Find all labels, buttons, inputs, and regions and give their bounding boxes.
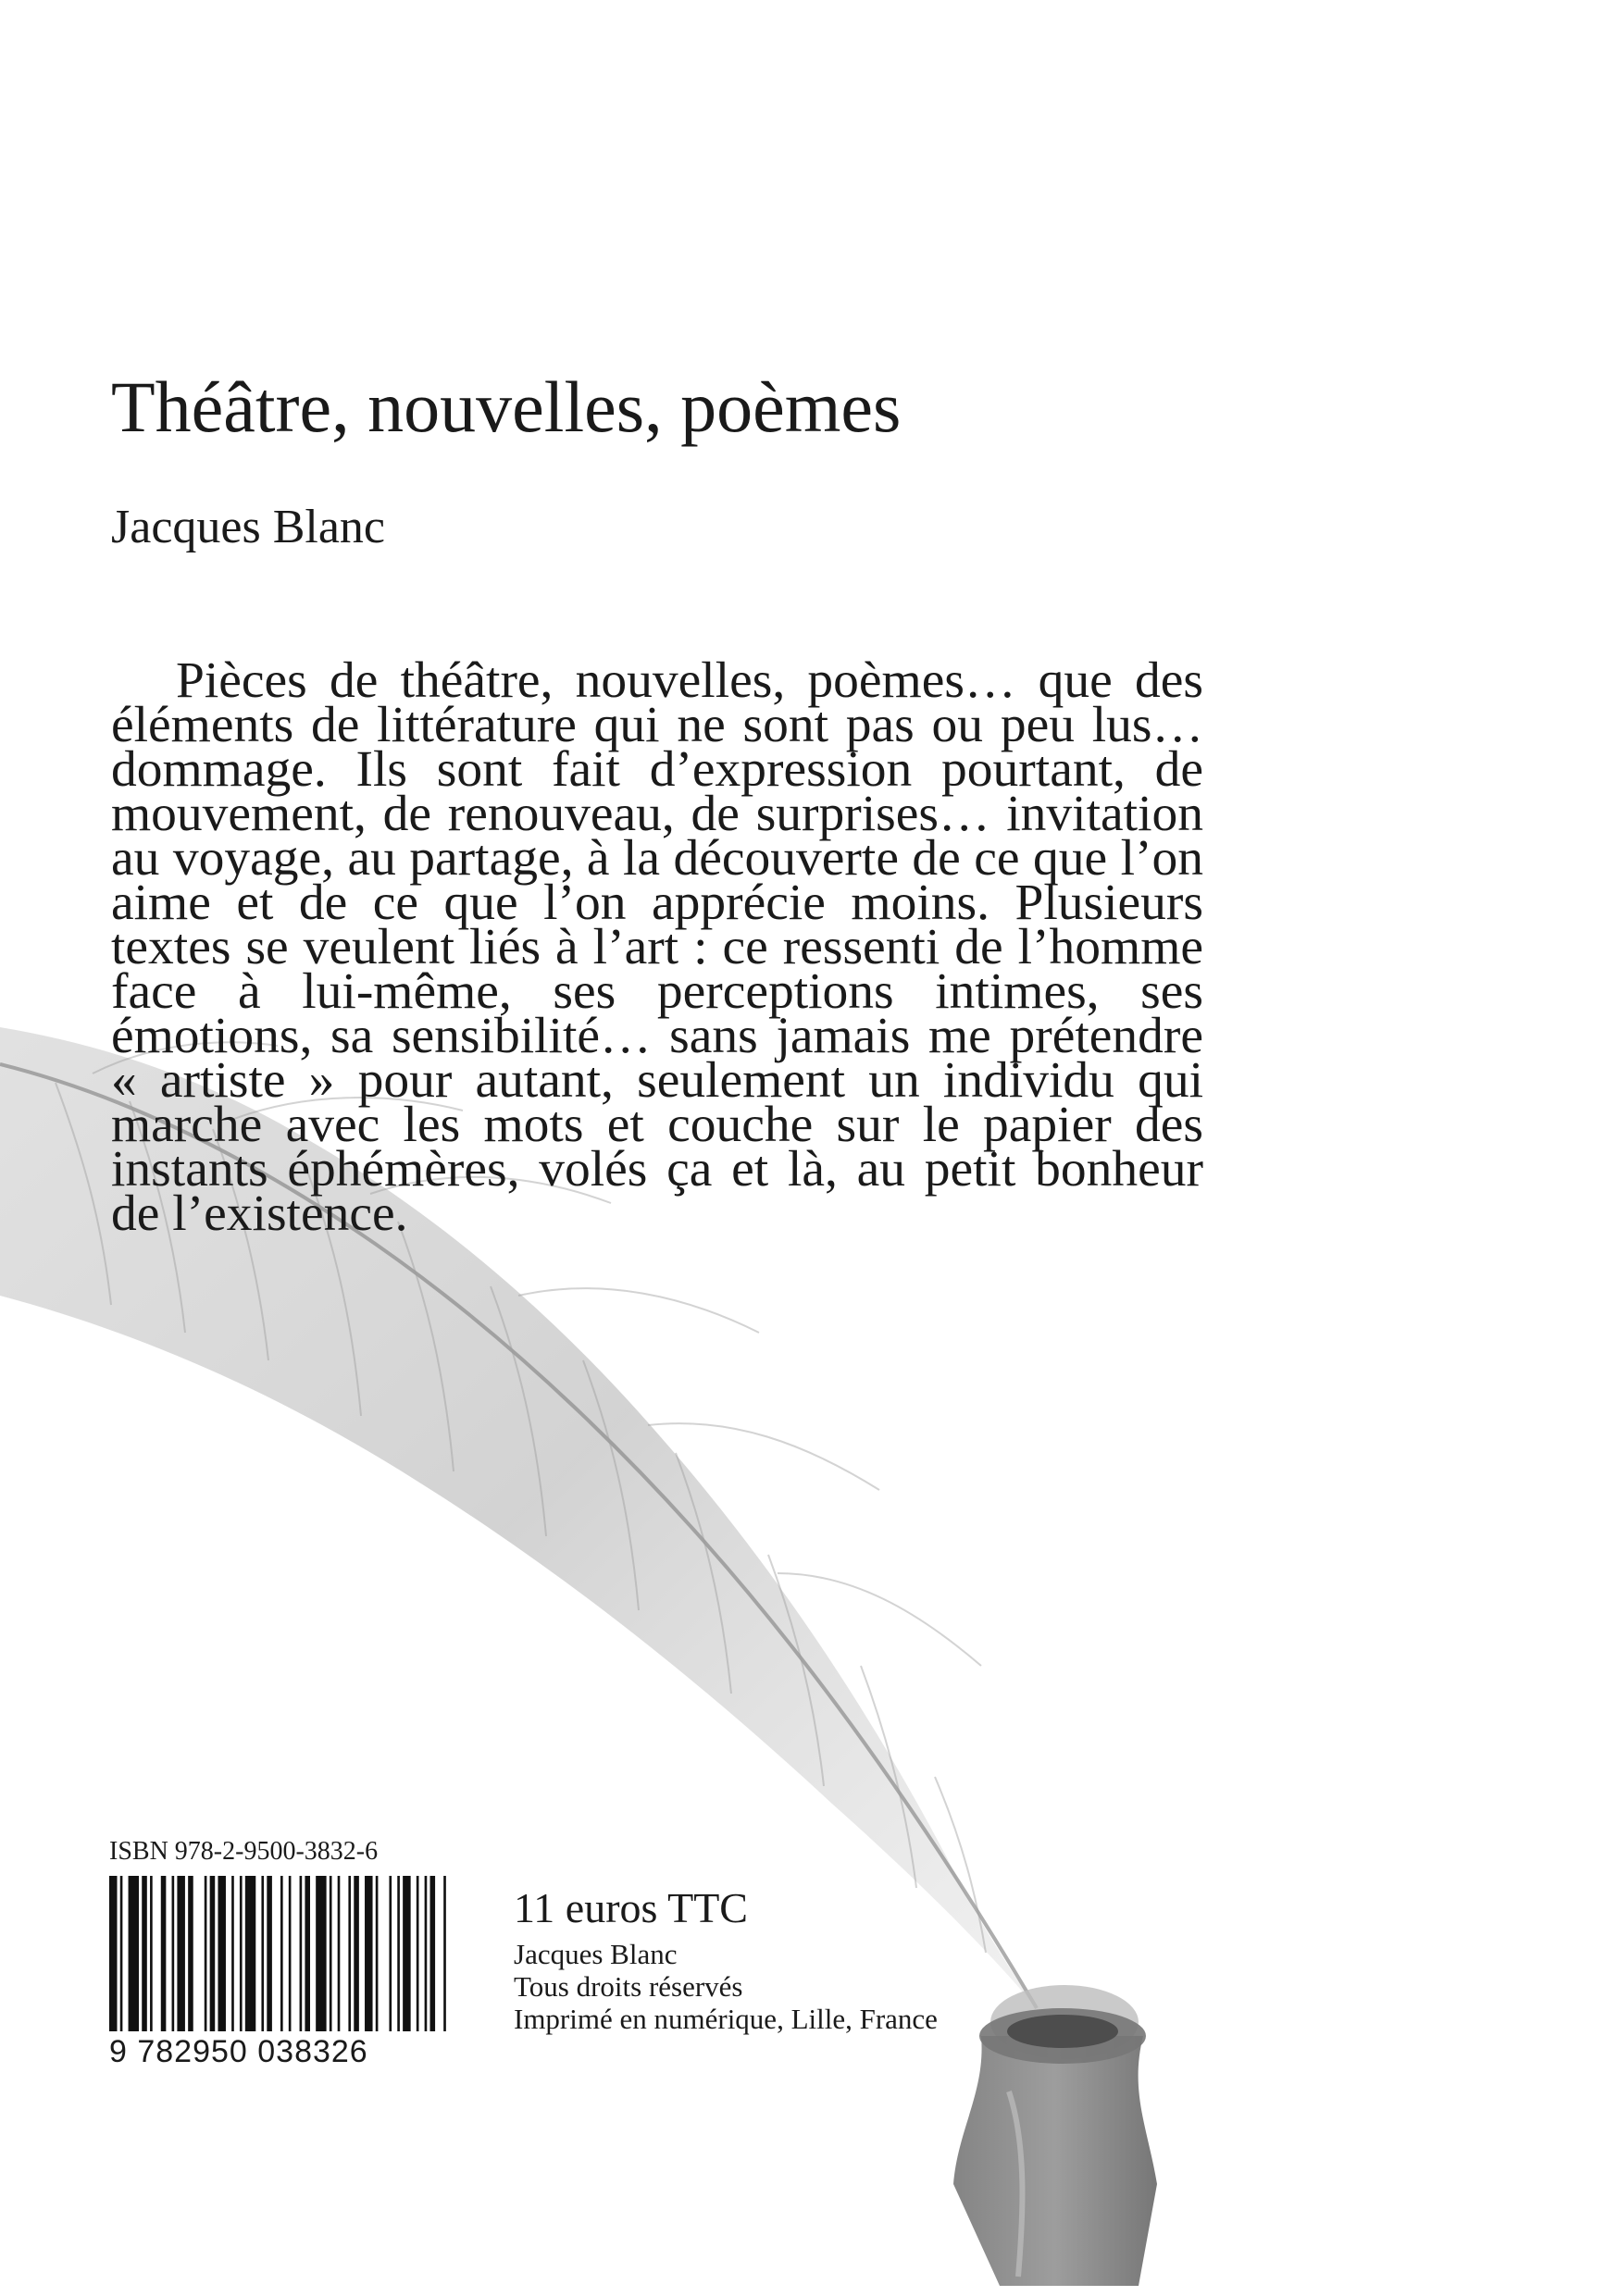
- colophon-publisher: Jacques Blanc: [514, 1938, 678, 1970]
- barcode-block: [109, 1837, 452, 2070]
- barcode-bar: [240, 1876, 243, 2033]
- book-title: Théâtre, nouvelles, poèmes: [111, 366, 902, 447]
- barcode-bar: [348, 1876, 351, 2033]
- barcode-bar: [150, 1876, 153, 2033]
- barcode-bar: [397, 1876, 400, 2033]
- barcode: [109, 1876, 452, 2070]
- barcode-bar: [354, 1876, 359, 2033]
- barcode-bar: [172, 1876, 175, 2033]
- barcode-bar: [245, 1876, 255, 2033]
- barcode-bar: [289, 1876, 292, 2033]
- barcode-bar: [129, 1876, 139, 2033]
- barcode-bar: [267, 1876, 272, 2033]
- barcode-bar: [231, 1876, 234, 2033]
- barcode-bar: [403, 1876, 411, 2033]
- barcode-bar: [330, 1876, 332, 2033]
- barcode-bar: [300, 1876, 303, 2033]
- inkwell-shape: [953, 1985, 1157, 2286]
- barcode-bar: [177, 1876, 185, 2033]
- barcode-bar: [365, 1876, 373, 2033]
- price-label: 11 euros TTC: [514, 1884, 748, 1931]
- barcode-bar: [205, 1876, 207, 2033]
- barcode-digits: 9 782950 038326: [109, 2031, 452, 2072]
- barcode-bar: [261, 1876, 264, 2033]
- barcode-bar: [218, 1876, 226, 2033]
- barcode-bar: [338, 1876, 341, 2033]
- barcode-bar: [188, 1876, 193, 2033]
- barcode-bar: [280, 1876, 283, 2033]
- barcode-bar: [210, 1876, 216, 2033]
- colophon: [514, 1883, 938, 2035]
- barcode-bar: [161, 1876, 167, 2033]
- barcode-bar: [389, 1876, 392, 2033]
- book-author: Jacques Blanc: [111, 501, 386, 553]
- barcode-bar: [425, 1876, 428, 2033]
- colophon-printing: Imprimé en numérique, Lille, France: [514, 2003, 938, 2035]
- book-blurb: Pièces de théâtre, nouvelles, poèmes… que des éléments de littérature qui ne sont pas ou peu lus… dommage. Ils sont fait d’expression pourtant, de mouvement, de renouveau, de surprises… invitation au voyage, au partage, à la découverte de ce que l’on aime et de ce que l’on apprécie moins. Plusieurs textes se veulent liés à l’art : ce ressenti de l’homme face à lui-même, ses perceptions intimes, ses émotions, sa sensibilité… sans jamais me prétendre « artiste » pour autant, seulement un individu qui marche avec les mots et couche sur le papier des instants éphémères, volés ça et là, au petit bonheur de l’existence.: [111, 652, 1203, 1242]
- barcode-bar: [305, 1876, 310, 2033]
- barcode-bar: [430, 1876, 436, 2033]
- barcode-bar: [376, 1876, 379, 2033]
- isbn-label: ISBN 978-2-9500-3832-6: [109, 1837, 379, 1866]
- colophon-rights: Tous droits réservés: [514, 1970, 743, 2003]
- barcode-bar: [417, 1876, 419, 2033]
- barcode-bar: [142, 1876, 147, 2033]
- barcode-bar: [316, 1876, 326, 2033]
